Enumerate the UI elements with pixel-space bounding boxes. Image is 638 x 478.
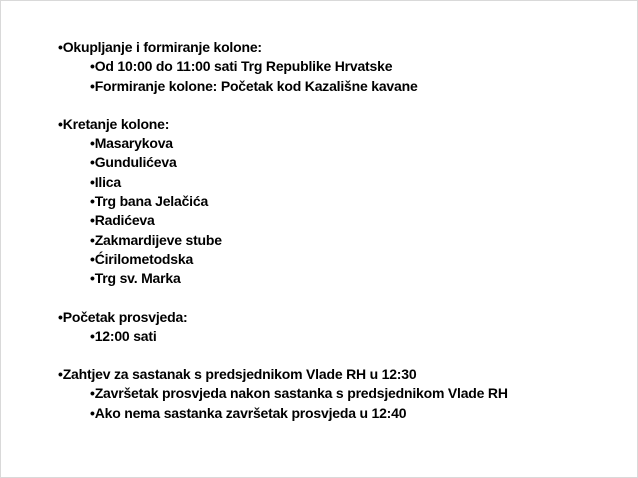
bullet-icon: •	[90, 231, 95, 248]
bullet-icon: •	[90, 154, 95, 171]
list-item	[58, 57, 628, 76]
list-item-text: Od 10:00 do 11:00 sati Trg Republike Hrvatske	[94, 58, 393, 75]
heading-text: Početak prosvjeda:	[62, 308, 188, 325]
list-item	[58, 384, 628, 403]
bullet-icon: •	[90, 173, 95, 190]
list-item-text: Masarykova	[94, 135, 173, 152]
bullet-icon: •	[58, 39, 63, 55]
heading-text: Kretanje kolone:	[62, 115, 170, 132]
list-item	[58, 327, 628, 346]
list-item	[58, 153, 628, 172]
section-pocetak	[58, 308, 628, 347]
bullet-icon: •	[58, 115, 63, 132]
bullet-icon: •	[90, 193, 95, 210]
list-item	[58, 250, 628, 269]
heading-text: Zahtjev za sastanak s predsjednikom Vlade RH u 12:30	[62, 366, 417, 383]
slide-content	[58, 38, 628, 442]
bullet-icon: •	[90, 135, 95, 152]
list-item-text: Gundulićeva	[94, 154, 177, 171]
list-item-text: Ćirilometodska	[94, 250, 194, 267]
list-item	[58, 173, 628, 192]
list-item-text: Ako nema sastanka završetak prosvjeda u 12:40	[94, 404, 407, 421]
section-heading	[58, 38, 628, 57]
heading-text: Okupljanje i formiranje kolone:	[62, 39, 262, 55]
list-item	[58, 134, 628, 153]
list-item-text: Ilica	[94, 173, 121, 190]
bullet-icon: •	[90, 212, 95, 229]
list-item-text: Trg sv. Marka	[94, 270, 181, 287]
bullet-icon: •	[90, 404, 95, 421]
list-item	[58, 211, 628, 230]
list-item-text: Trg bana Jelačića	[94, 193, 209, 210]
bullet-icon: •	[58, 308, 63, 325]
bullet-icon: •	[90, 327, 95, 344]
bullet-icon: •	[90, 58, 95, 75]
list-item-text: Radićeva	[94, 212, 155, 229]
list-item-text: Formiranje kolone: Početak kod Kazališne kavane	[94, 77, 418, 94]
bullet-icon: •	[90, 270, 95, 287]
list-item	[58, 192, 628, 211]
section-zahtjev	[58, 365, 628, 423]
bullet-icon: •	[58, 366, 63, 383]
list-item-text: Završetak prosvjeda nakon sastanka s predsjednikom Vlade RH	[94, 385, 508, 402]
bullet-icon: •	[90, 77, 95, 94]
list-item	[58, 77, 628, 96]
list-item	[58, 404, 628, 423]
bullet-icon: •	[90, 385, 95, 402]
bullet-icon: •	[90, 250, 95, 267]
list-item	[58, 231, 628, 250]
list-item-text: Zakmardijeve stube	[94, 231, 222, 248]
section-heading	[58, 365, 628, 384]
section-kretanje	[58, 115, 628, 289]
section-okupljanje	[58, 38, 628, 96]
section-heading	[58, 115, 628, 134]
list-item	[58, 269, 628, 288]
section-heading	[58, 308, 628, 327]
list-item-text: 12:00 sati	[94, 327, 157, 344]
